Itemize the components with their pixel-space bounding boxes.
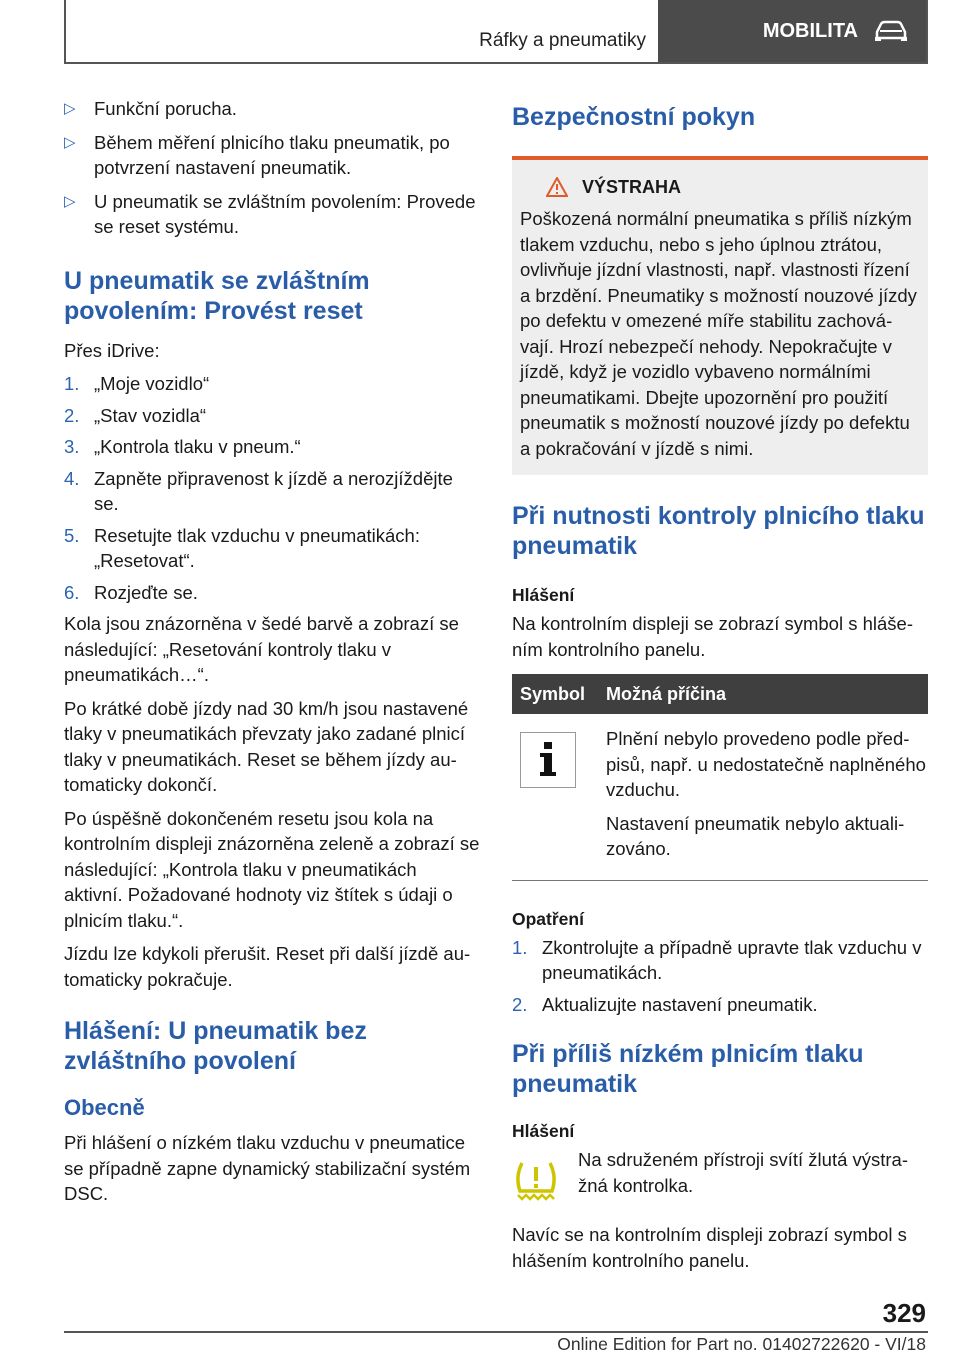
step-item: 4. Zapněte připravenost k jízdě a nerozjíždějte se.	[64, 467, 453, 514]
step-item: 3. „Kontrola tlaku v pneum.“	[64, 436, 301, 457]
page-header	[64, 0, 928, 64]
step-item: 5. Resetujte tlak vzduchu v pneumatikách: „Resetovat“.	[64, 524, 420, 571]
step-item: 6. Rozjeďte se.	[64, 581, 198, 603]
paragraph: Kola jsou znázorněna v šedé barvě a zobrazí se následující: „Resetování kontroly tlaku v pneumatikách…“.	[64, 613, 459, 685]
section-title: Ráfky a pneumatiky	[479, 30, 646, 51]
list-item: ▷ U pneumatik se zvláštním povolením: Provede se reset systému.	[64, 190, 476, 237]
measure-item: 2. Aktualizujte nastavení pneumatik.	[512, 993, 818, 1015]
paragraph: Jízdu lze kdykoli přerušit. Reset při další jízdě automaticky pokračuje.	[64, 943, 471, 990]
section-heading: Hlášení: U pneumatik bez zvláštního povolení	[64, 1017, 367, 1075]
tire-pressure-warning-icon	[512, 1159, 560, 1203]
edition-text: Online Edition for Part no. 01402722620 - VI/18	[557, 1334, 926, 1354]
list-item: ▷ Během měření plnicího tlaku pneumatik, po potvrzení nastavení pneumatik.	[64, 131, 450, 178]
page-number: 329	[882, 1298, 926, 1328]
section-heading: Při nutnosti kontroly plnicího tlaku pneumatik	[512, 502, 925, 560]
chapter-tab	[658, 0, 926, 62]
lamp-row	[512, 1147, 928, 1208]
paragraph: Po krátké době jízdy nad 30 km/h jsou nastavené tlaky v pneumatikách převzaty jako zadané plnicí tlaky v pneumatikách. Reset se během jízdy automaticky dokončí.	[64, 697, 469, 795]
column-header-cause: Možná příčina	[606, 683, 727, 704]
cause-text: Nastavení pneumatik nebylo aktualizováno.	[606, 812, 905, 859]
paragraph: Na kontrolním displeji se zobrazí symbol s hlášením kontrolního panelu.	[512, 613, 914, 660]
paragraph: Po úspěšně dokončeném resetu jsou kola na kontrolním displeji znázorněna zeleně a zobrazí se následující: „Kontrola tlaku v pneumatikách aktivní. Požadované hodnoty viz štítek s údaji o plnicím tlaku.“.	[64, 807, 480, 931]
message-label: Hlášení	[512, 585, 575, 605]
section-heading: Při příliš nízkém plnicím tlaku pneumatik	[512, 1040, 864, 1098]
measures-label: Opatření	[512, 908, 584, 929]
cause-text: Plnění nebylo provedeno podle předpisů, např. u nedostatečně naplněného vzduchu.	[606, 728, 926, 800]
symbol-table	[512, 674, 928, 881]
table-header	[512, 674, 928, 714]
warning-title: VÝSTRAHA	[520, 174, 920, 200]
column-header-symbol: Symbol	[520, 683, 586, 704]
list-item: ▷ Funkční porucha.	[64, 96, 480, 122]
right-column	[512, 96, 928, 1281]
left-column	[64, 96, 480, 1215]
car-icon	[874, 20, 908, 42]
footer-divider	[64, 1331, 928, 1333]
triangle-bullet-icon: ▷	[64, 100, 76, 117]
info-icon	[520, 732, 576, 788]
lamp-text: Na sdruženém přístroji svítí žlutá výstražná kontrolka.	[578, 1149, 909, 1196]
intro-text: Přes iDrive:	[64, 339, 160, 361]
subsection-heading: Obecně	[64, 1095, 145, 1120]
step-item: 2. „Stav vozidla“	[64, 404, 207, 426]
chapter-title: MOBILITA	[762, 19, 858, 42]
section-heading: Bezpečnostní pokyn	[512, 103, 756, 131]
warning-box	[512, 156, 928, 475]
measure-item: 1. Zkontrolujte a případně upravte tlak vzduchu v pneumatikách.	[512, 936, 922, 983]
section-heading: U pneumatik se zvláštním povolením: Provést reset	[64, 266, 370, 325]
triangle-bullet-icon: ▷	[64, 133, 76, 151]
step-item: 1. „Moje vozidlo“	[64, 373, 210, 394]
paragraph: Navíc se na kontrolním displeji zobrazí symbol s hlášením kontrolního panelu.	[512, 1224, 907, 1271]
table-row	[512, 714, 928, 880]
triangle-bullet-icon: ▷	[64, 192, 76, 210]
message-label: Hlášení	[512, 1121, 575, 1141]
warning-triangle-icon	[546, 177, 568, 197]
warning-text: Poškozená normální pneumatika s příliš nízkým tlakem vzduchu, nebo s jeho úplnou ztrátou, ovlivňuje jízdní vlastnosti, např. vlastnosti řízení a brzdění. Pneumatiky s možností nouzové jízdy po defektu v omezené míře stabilitu zachovávají. Hrozí nebezpečí nehody. Nepokračujte v jízdě, když je vozidlo vybaveno normálními pneumatikami. Dbejte upozornění pro použití pneumatik s možností nouzové jízdy po defektu a pokračování v jízdě s nimi.	[520, 208, 917, 459]
paragraph: Při hlášení o nízkém tlaku vzduchu v pneumatice se případně zapne dynamický stabilizační systém DSC.	[64, 1132, 471, 1204]
